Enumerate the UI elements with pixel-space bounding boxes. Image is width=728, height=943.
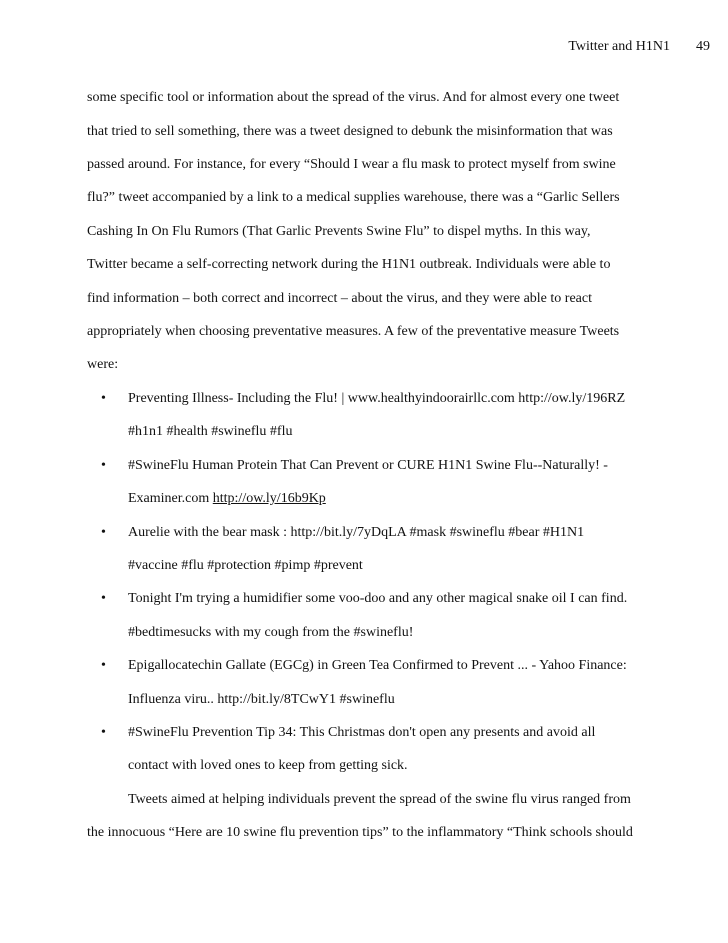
bullet-symbol: • [101,458,106,473]
bullet-symbol: • [101,591,106,606]
page-number: 49 [696,39,710,54]
body-text-line: flu?” tweet accompanied by a link to a medical supplies warehouse, there was a “Garlic Sellers [87,190,620,205]
body-text-line: Twitter became a self-correcting network during the H1N1 outbreak. Individuals were able to [87,257,611,272]
bullet-symbol: • [101,725,106,740]
body-text-line: passed around. For instance, for every “Should I wear a flu mask to protect myself from swine [87,157,616,172]
list-item-line: #h1n1 #health #swineflu #flu [128,424,293,439]
list-item-line: #bedtimesucks with my cough from the #swineflu! [128,625,414,640]
body-text-line: Cashing In On Flu Rumors (That Garlic Prevents Swine Flu” to dispel myths. In this way, [87,224,591,239]
list-item-line: Tonight I'm trying a humidifier some voo-doo and any other magical snake oil I can find. [128,591,628,606]
list-item-line: #SwineFlu Human Protein That Can Prevent or CURE H1N1 Swine Flu--Naturally! - [128,458,608,473]
body-text-line: that tried to sell something, there was a tweet designed to debunk the misinformation that was [87,124,613,139]
list-item-line: Epigallocatechin Gallate (EGCg) in Green Tea Confirmed to Prevent ... - Yahoo Finance: [128,658,627,673]
list-item-line: contact with loved ones to keep from getting sick. [128,758,408,773]
list-item-text: Examiner.com [128,491,213,506]
list-item-line: Aurelie with the bear mask : http://bit.ly/7yDqLA #mask #swineflu #bear #H1N1 [128,525,585,540]
list-item-line: #vaccine #flu #protection #pimp #prevent [128,558,363,573]
bullet-symbol: • [101,525,106,540]
body-text-line: the innocuous “Here are 10 swine flu prevention tips” to the inflammatory “Think schools should [87,825,633,840]
list-item-line: #SwineFlu Prevention Tip 34: This Christmas don't open any presents and avoid all [128,725,596,740]
body-text-line: Tweets aimed at helping individuals prevent the spread of the swine flu virus ranged from [128,792,631,807]
list-item-line: Influenza viru.. http://bit.ly/8TCwY1 #swineflu [128,692,395,707]
tweet-link[interactable]: http://ow.ly/16b9Kp [212,491,326,506]
list-item-line: Preventing Illness- Including the Flu! | www.healthyindoorairllc.com http://ow.ly/196RZ [128,391,626,406]
list-item-line [128,490,326,508]
bullet-symbol: • [101,658,106,673]
body-text-line: find information – both correct and incorrect – about the virus, and they were able to react [87,291,592,306]
body-text-line: some specific tool or information about the spread of the virus. And for almost every one tweet [87,90,620,105]
running-header [568,39,710,55]
running-head-title: Twitter and H1N1 [568,39,670,54]
bullet-symbol: • [101,391,106,406]
body-text-line: were: [87,357,119,372]
body-text-line: appropriately when choosing preventative measures. A few of the preventative measure Tweets [87,324,620,339]
